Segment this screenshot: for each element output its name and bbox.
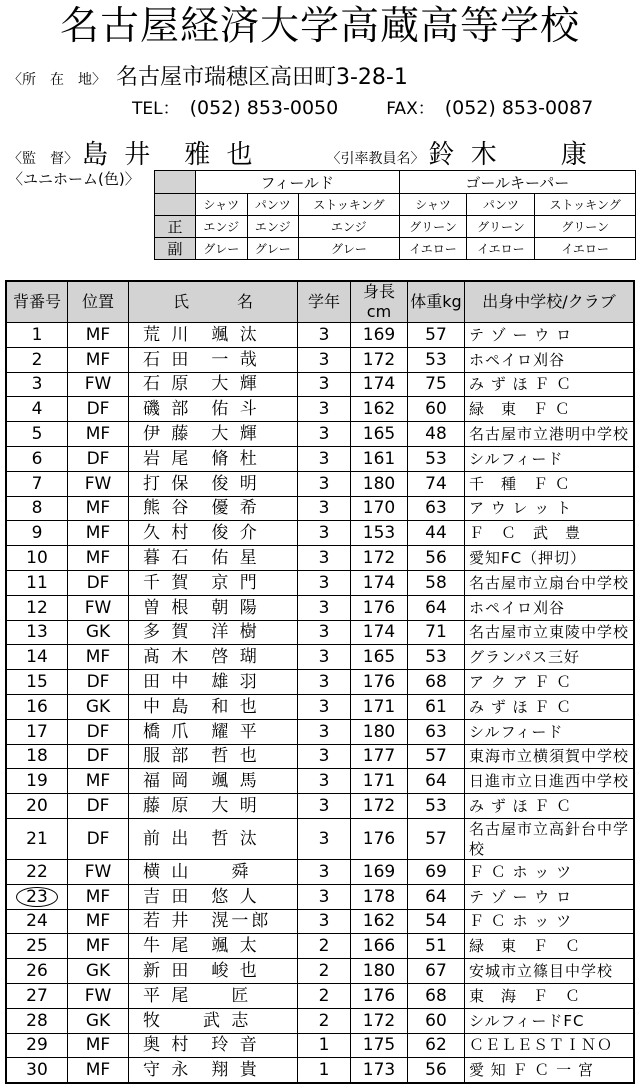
player-name: 守 永 翔 貴 — [129, 1058, 298, 1083]
player-weight: 48 — [408, 422, 465, 447]
table-row — [6, 670, 634, 695]
player-position: DF — [68, 794, 129, 819]
player-height: 172 — [351, 347, 408, 372]
uniform-col: ストッキング — [299, 194, 400, 216]
player-number: 7 — [6, 471, 68, 496]
player-height: 180 — [351, 471, 408, 496]
player-number: 3 — [6, 372, 68, 397]
player-number: 26 — [6, 959, 68, 984]
player-grade: 3 — [298, 372, 351, 397]
player-name: 新 田 峻 也 — [129, 959, 298, 984]
teacher-name: 鈴 木 康 — [428, 140, 591, 170]
player-position: DF — [68, 719, 129, 744]
player-number: 13 — [6, 620, 68, 645]
teacher-label: 〈引率教員名〉 — [326, 151, 425, 167]
player-name: 石 田 一 哉 — [129, 347, 298, 372]
address-value: 名古屋市瑞穂区高田町3-28-1 — [116, 65, 408, 90]
player-school: 緑 東 Ｆ Ｃ — [465, 934, 635, 959]
player-height: 169 — [351, 323, 408, 348]
player-school: 緑 東 Ｆ Ｃ — [465, 397, 635, 422]
player-grade: 3 — [298, 645, 351, 670]
player-name: 千 賀 京 門 — [129, 570, 298, 595]
player-grade: 3 — [298, 909, 351, 934]
player-height: 177 — [351, 744, 408, 769]
player-position: DF — [68, 744, 129, 769]
player-position: MF — [68, 422, 129, 447]
player-weight: 64 — [408, 884, 465, 909]
player-position: FW — [68, 595, 129, 620]
player-number: 21 — [6, 818, 68, 859]
uniform-col: パンツ — [247, 194, 299, 216]
player-school: 愛 知 Ｆ Ｃ 一 宮 — [465, 1058, 635, 1083]
uniform-col: ストッキング — [535, 194, 636, 216]
player-school: 名古屋市立港明中学校 — [465, 422, 635, 447]
table-row — [6, 595, 634, 620]
player-height: 178 — [351, 884, 408, 909]
player-weight: 64 — [408, 769, 465, 794]
fax-label: FAX： — [386, 99, 435, 119]
uniform-col: シャツ — [399, 194, 467, 216]
player-height: 174 — [351, 372, 408, 397]
player-number: 6 — [6, 446, 68, 471]
player-weight: 53 — [408, 347, 465, 372]
player-school: ホペイロ刈谷 — [465, 595, 635, 620]
player-grade: 3 — [298, 570, 351, 595]
player-grade: 3 — [298, 446, 351, 471]
player-height: 180 — [351, 719, 408, 744]
player-position: MF — [68, 909, 129, 934]
player-position: FW — [68, 372, 129, 397]
uniform-cell: グレー — [196, 238, 248, 260]
player-grade: 3 — [298, 323, 351, 348]
player-name: 岩 尾 脩 杜 — [129, 446, 298, 471]
player-school: テ ゾ ー ウ ロ — [465, 884, 635, 909]
player-position: MF — [68, 323, 129, 348]
player-grade: 3 — [298, 496, 351, 521]
player-name: 横 山 舜 — [129, 859, 298, 884]
table-row — [6, 546, 634, 571]
player-number: 30 — [6, 1058, 68, 1083]
player-grade: 3 — [298, 859, 351, 884]
player-school: ア ウ レ ッ ト — [465, 496, 635, 521]
player-school: Ｆ Ｃ ホ ッ ツ — [465, 859, 635, 884]
player-name: 服 部 哲 也 — [129, 744, 298, 769]
col-name: 氏 名 — [129, 281, 298, 323]
player-height: 166 — [351, 934, 408, 959]
player-height: 176 — [351, 818, 408, 859]
player-grade: 1 — [298, 1033, 351, 1058]
player-school: 名古屋市立高針台中学校 — [465, 818, 635, 859]
player-school: グランパス三好 — [465, 645, 635, 670]
player-height: 165 — [351, 645, 408, 670]
field-header: フィールド — [196, 171, 400, 194]
player-name: 石 原 大 輝 — [129, 372, 298, 397]
player-position: DF — [68, 397, 129, 422]
player-school: 千 種 Ｆ Ｃ — [465, 471, 635, 496]
player-number: 8 — [6, 496, 68, 521]
player-weight: 56 — [408, 546, 465, 571]
player-school: み ず ほ Ｆ Ｃ — [465, 372, 635, 397]
player-school: 安城市立篠目中学校 — [465, 959, 635, 984]
table-row — [6, 372, 634, 397]
player-weight: 62 — [408, 1033, 465, 1058]
player-name: 髙 木 啓 瑚 — [129, 645, 298, 670]
player-name: 平 尾 匠 — [129, 983, 298, 1008]
player-position: DF — [68, 670, 129, 695]
player-number: 10 — [6, 546, 68, 571]
player-school: Ｆ Ｃ ホ ッ ツ — [465, 909, 635, 934]
uniform-table — [154, 170, 636, 260]
player-position: DF — [68, 818, 129, 859]
player-height: 171 — [351, 694, 408, 719]
player-weight: 68 — [408, 670, 465, 695]
uniform-col: パンツ — [467, 194, 535, 216]
player-number: 27 — [6, 983, 68, 1008]
table-row — [6, 397, 634, 422]
player-school: 東海市立横須賀中学校 — [465, 744, 635, 769]
uniform-cell: イエロー — [467, 238, 535, 260]
player-position: MF — [68, 521, 129, 546]
player-grade: 2 — [298, 1008, 351, 1033]
player-grade: 3 — [298, 670, 351, 695]
player-height: 174 — [351, 570, 408, 595]
page-title: 名古屋経済大学高蔵高等学校 — [59, 4, 580, 49]
table-row — [6, 983, 634, 1008]
player-grade: 3 — [298, 719, 351, 744]
player-number — [6, 884, 68, 909]
player-height: 172 — [351, 794, 408, 819]
player-position: MF — [68, 546, 129, 571]
table-row — [6, 1008, 634, 1033]
uniform-label: 〈ユニホーム(色)〉 — [8, 170, 140, 188]
coach-label: 〈監 督〉 — [8, 151, 78, 167]
player-position: MF — [68, 645, 129, 670]
player-number: 19 — [6, 769, 68, 794]
player-height: 162 — [351, 909, 408, 934]
player-name: 前 出 哲 汰 — [129, 818, 298, 859]
player-number: 29 — [6, 1033, 68, 1058]
player-number: 24 — [6, 909, 68, 934]
player-grade: 3 — [298, 521, 351, 546]
player-school: 東 海 Ｆ Ｃ — [465, 983, 635, 1008]
player-name: 牧 武 志 — [129, 1008, 298, 1033]
player-weight: 60 — [408, 397, 465, 422]
table-row — [6, 934, 634, 959]
col-height: 身長cm — [351, 281, 408, 323]
uniform-cell: エンジ — [196, 216, 248, 238]
col-number: 背番号 — [6, 281, 68, 323]
table-row — [6, 570, 634, 595]
player-number: 4 — [6, 397, 68, 422]
player-height: 176 — [351, 670, 408, 695]
player-grade: 2 — [298, 983, 351, 1008]
player-weight: 63 — [408, 496, 465, 521]
player-weight: 68 — [408, 983, 465, 1008]
player-weight: 53 — [408, 645, 465, 670]
player-weight: 69 — [408, 859, 465, 884]
player-weight: 63 — [408, 719, 465, 744]
table-row — [6, 471, 634, 496]
player-weight: 71 — [408, 620, 465, 645]
player-school: シルフィード — [465, 719, 635, 744]
player-school: シルフィードFC — [465, 1008, 635, 1033]
player-name: 荒 川 颯 汰 — [129, 323, 298, 348]
table-row — [6, 794, 634, 819]
player-number: 2 — [6, 347, 68, 372]
player-height: 176 — [351, 595, 408, 620]
player-height: 169 — [351, 859, 408, 884]
player-school: み ず ほ Ｆ Ｃ — [465, 694, 635, 719]
player-name: 磯 部 佑 斗 — [129, 397, 298, 422]
player-school: ホペイロ刈谷 — [465, 347, 635, 372]
player-position: MF — [68, 769, 129, 794]
player-number: 15 — [6, 670, 68, 695]
table-row — [6, 645, 634, 670]
uniform-row-label: 正 — [155, 216, 196, 238]
player-weight: 61 — [408, 694, 465, 719]
table-row — [6, 1033, 634, 1058]
player-school: テ ゾ ー ウ ロ — [465, 323, 635, 348]
uniform-cell: グリーン — [535, 216, 636, 238]
player-position: FW — [68, 983, 129, 1008]
player-grade: 3 — [298, 884, 351, 909]
player-weight: 51 — [408, 934, 465, 959]
player-name: 田 中 雄 羽 — [129, 670, 298, 695]
player-grade: 3 — [298, 744, 351, 769]
table-row — [6, 959, 634, 984]
player-school: 名古屋市立扇台中学校 — [465, 570, 635, 595]
player-weight: 64 — [408, 595, 465, 620]
uniform-cell: グレー — [299, 238, 400, 260]
player-table-header — [6, 281, 634, 323]
table-row — [6, 620, 634, 645]
player-name: 中 島 和 也 — [129, 694, 298, 719]
player-weight: 74 — [408, 471, 465, 496]
player-grade: 2 — [298, 959, 351, 984]
player-number: 18 — [6, 744, 68, 769]
player-position: GK — [68, 694, 129, 719]
uniform-cell: グリーン — [399, 216, 467, 238]
gk-header: ゴールキーパー — [399, 171, 635, 194]
player-number: 17 — [6, 719, 68, 744]
player-height: 171 — [351, 769, 408, 794]
uniform-col: シャツ — [196, 194, 248, 216]
player-number: 25 — [6, 934, 68, 959]
table-row — [6, 719, 634, 744]
player-number: 28 — [6, 1008, 68, 1033]
player-number: 20 — [6, 794, 68, 819]
uniform-row-label: 副 — [155, 238, 196, 260]
table-row — [6, 744, 634, 769]
player-weight: 54 — [408, 909, 465, 934]
player-grade: 3 — [298, 620, 351, 645]
player-grade: 3 — [298, 794, 351, 819]
player-school: 日進市立日進西中学校 — [465, 769, 635, 794]
player-name: 暮 石 佑 星 — [129, 546, 298, 571]
table-row — [6, 422, 634, 447]
player-position: FW — [68, 471, 129, 496]
player-name: 橋 爪 耀 平 — [129, 719, 298, 744]
player-name: 福 岡 颯 馬 — [129, 769, 298, 794]
player-weight: 58 — [408, 570, 465, 595]
player-weight: 75 — [408, 372, 465, 397]
player-height: 173 — [351, 1058, 408, 1083]
player-position: GK — [68, 1008, 129, 1033]
player-number: 1 — [6, 323, 68, 348]
player-school: み ず ほ Ｆ Ｃ — [465, 794, 635, 819]
player-name: 熊 谷 優 希 — [129, 496, 298, 521]
player-number: 11 — [6, 570, 68, 595]
player-height: 165 — [351, 422, 408, 447]
table-row — [6, 859, 634, 884]
player-weight: 53 — [408, 446, 465, 471]
player-height: 174 — [351, 620, 408, 645]
table-row — [6, 884, 634, 909]
player-grade: 3 — [298, 347, 351, 372]
player-grade: 3 — [298, 595, 351, 620]
player-school: 名古屋市立東陵中学校 — [465, 620, 635, 645]
player-weight: 44 — [408, 521, 465, 546]
player-height: 175 — [351, 1033, 408, 1058]
table-row — [6, 446, 634, 471]
player-name: 若 井 滉一郎 — [129, 909, 298, 934]
player-weight: 57 — [408, 818, 465, 859]
player-height: 162 — [351, 397, 408, 422]
player-position: MF — [68, 1058, 129, 1083]
player-position: DF — [68, 570, 129, 595]
player-name: 久 村 俊 介 — [129, 521, 298, 546]
fax-value: (052) 853-0087 — [444, 97, 594, 119]
player-height: 172 — [351, 546, 408, 571]
player-height: 161 — [351, 446, 408, 471]
player-grade: 3 — [298, 422, 351, 447]
player-position: FW — [68, 859, 129, 884]
player-school: 愛知FC（押切） — [465, 546, 635, 571]
player-weight: 57 — [408, 323, 465, 348]
address-line — [8, 60, 408, 91]
player-number: 9 — [6, 521, 68, 546]
table-row — [6, 909, 634, 934]
player-name: 曽 根 朝 陽 — [129, 595, 298, 620]
player-grade: 2 — [298, 934, 351, 959]
player-weight: 67 — [408, 959, 465, 984]
address-label: 〈所 在 地〉 — [8, 72, 106, 88]
player-name: 吉 田 悠 人 — [129, 884, 298, 909]
player-table — [5, 280, 635, 1084]
player-height: 180 — [351, 959, 408, 984]
table-row — [6, 694, 634, 719]
player-grade: 3 — [298, 397, 351, 422]
player-number: 5 — [6, 422, 68, 447]
uniform-cell: エンジ — [247, 216, 299, 238]
player-height: 176 — [351, 983, 408, 1008]
player-position: MF — [68, 1033, 129, 1058]
player-position: MF — [68, 496, 129, 521]
table-row — [6, 323, 634, 348]
uniform-cell: グリーン — [467, 216, 535, 238]
player-position: MF — [68, 934, 129, 959]
col-school: 出身中学校/クラブ — [465, 281, 635, 323]
player-school: Ｆ Ｃ 武 豊 — [465, 521, 635, 546]
table-row — [6, 496, 634, 521]
player-grade: 3 — [298, 471, 351, 496]
player-grade: 3 — [298, 818, 351, 859]
uniform-cell: エンジ — [299, 216, 400, 238]
player-number: 22 — [6, 859, 68, 884]
player-school: ア ク ア Ｆ Ｃ — [465, 670, 635, 695]
player-number: 14 — [6, 645, 68, 670]
uniform-cell: イエロー — [535, 238, 636, 260]
table-row — [6, 521, 634, 546]
player-weight: 60 — [408, 1008, 465, 1033]
player-grade: 3 — [298, 694, 351, 719]
table-row — [6, 1058, 634, 1083]
tel-value: (052) 853-0050 — [189, 97, 339, 119]
player-number: 12 — [6, 595, 68, 620]
player-name: 伊 藤 大 輝 — [129, 422, 298, 447]
player-name: 多 賀 洋 樹 — [129, 620, 298, 645]
contact-line — [132, 94, 640, 119]
player-height: 170 — [351, 496, 408, 521]
player-school: ＣＥＬＥＳＴＩＮＯ — [465, 1033, 635, 1058]
player-name: 奥 村 玲 音 — [129, 1033, 298, 1058]
player-name: 藤 原 大 明 — [129, 794, 298, 819]
col-grade: 学年 — [298, 281, 351, 323]
player-position: DF — [68, 446, 129, 471]
table-row — [6, 818, 634, 859]
table-row — [6, 769, 634, 794]
player-school: シルフィード — [465, 446, 635, 471]
player-position: GK — [68, 959, 129, 984]
coach-name: 島 井 雅 也 — [82, 140, 257, 170]
player-name: 打 保 俊 明 — [129, 471, 298, 496]
player-height: 153 — [351, 521, 408, 546]
uniform-cell: グレー — [247, 238, 299, 260]
player-number: 16 — [6, 694, 68, 719]
player-position: MF — [68, 884, 129, 909]
player-position: MF — [68, 347, 129, 372]
col-position: 位置 — [68, 281, 129, 323]
player-height: 172 — [351, 1008, 408, 1033]
player-grade: 3 — [298, 546, 351, 571]
uniform-cell: イエロー — [399, 238, 467, 260]
captain-mark: 23 — [16, 887, 58, 907]
player-grade: 3 — [298, 769, 351, 794]
tel-label: TEL： — [132, 99, 180, 119]
player-grade: 1 — [298, 1058, 351, 1083]
staff-line — [8, 134, 591, 171]
player-weight: 53 — [408, 794, 465, 819]
table-row — [6, 347, 634, 372]
col-weight: 体重kg — [408, 281, 465, 323]
player-weight: 56 — [408, 1058, 465, 1083]
player-name: 牛 尾 颯 太 — [129, 934, 298, 959]
player-weight: 57 — [408, 744, 465, 769]
player-position: GK — [68, 620, 129, 645]
